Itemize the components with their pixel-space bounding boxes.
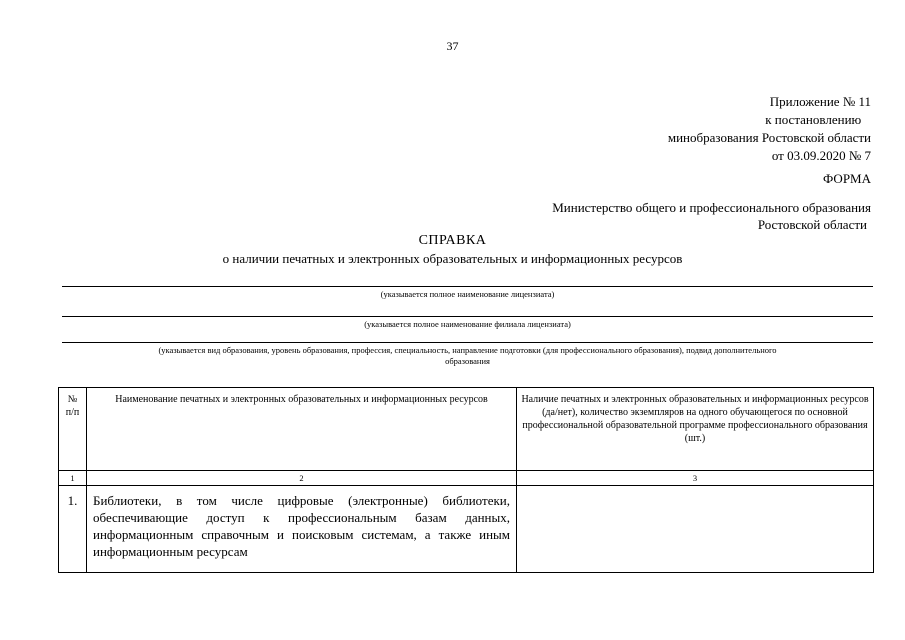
form-label: ФОРМА <box>823 171 871 186</box>
appendix-line: от 03.09.2020 № 7 <box>771 148 871 163</box>
header-cell-number: № п/п <box>59 388 87 471</box>
ministry-line: Министерство общего и профессионального образования <box>552 200 871 215</box>
table-row <box>59 486 874 573</box>
page-number: 37 <box>446 39 459 53</box>
branch-fill-line <box>62 316 873 317</box>
education-hint-line: (указывается вид образования, уровень образования, профессия, специальность, направление подготовки (для профессионального образования), подвид дополнительного <box>158 345 777 355</box>
column-number: 3 <box>517 471 874 486</box>
licensee-fill-line <box>62 286 873 287</box>
document-title: СПРАВКА <box>418 233 487 248</box>
branch-hint: (указывается полное наименование филиала лицензиата) <box>364 319 571 329</box>
document-subtitle: о наличии печатных и электронных образовательных и информационных ресурсов <box>222 251 683 266</box>
ministry-line: Ростовской области <box>757 217 867 232</box>
education-hint <box>58 345 877 367</box>
row-resource-name: Библиотеки, в том числе цифровые (электронные) библиотеки, обеспечивающие доступ к профессиональным базам данных, информационным справочным и поисковым системам, а также иным информационным ресурсам <box>87 486 517 573</box>
appendix-line: Приложение № 11 <box>769 94 871 109</box>
header-cell-name: Наименование печатных и электронных образовательных и информационных ресурсов <box>87 388 517 471</box>
resources-table <box>58 387 874 573</box>
education-fill-line <box>62 342 873 343</box>
licensee-hint: (указывается полное наименование лицензиата) <box>380 289 555 299</box>
ministry-block <box>552 199 871 233</box>
column-number: 2 <box>87 471 517 486</box>
appendix-line: к постановлению <box>765 112 871 127</box>
appendix-block <box>668 93 871 165</box>
column-numbers-row <box>59 471 874 486</box>
row-availability-cell[interactable] <box>517 486 874 573</box>
header-cell-availability: Наличие печатных и электронных образовательных и информационных ресурсов (да/нет), количество экземпляров на одного обучающегося по основной профессиональной образовательной программе профессионального образования (шт.) <box>517 388 874 471</box>
table-header-row <box>59 388 874 471</box>
row-number: 1. <box>59 486 87 573</box>
column-number: 1 <box>59 471 87 486</box>
appendix-line: минобразования Ростовской области <box>667 130 871 145</box>
education-hint-line: образования <box>445 356 490 366</box>
